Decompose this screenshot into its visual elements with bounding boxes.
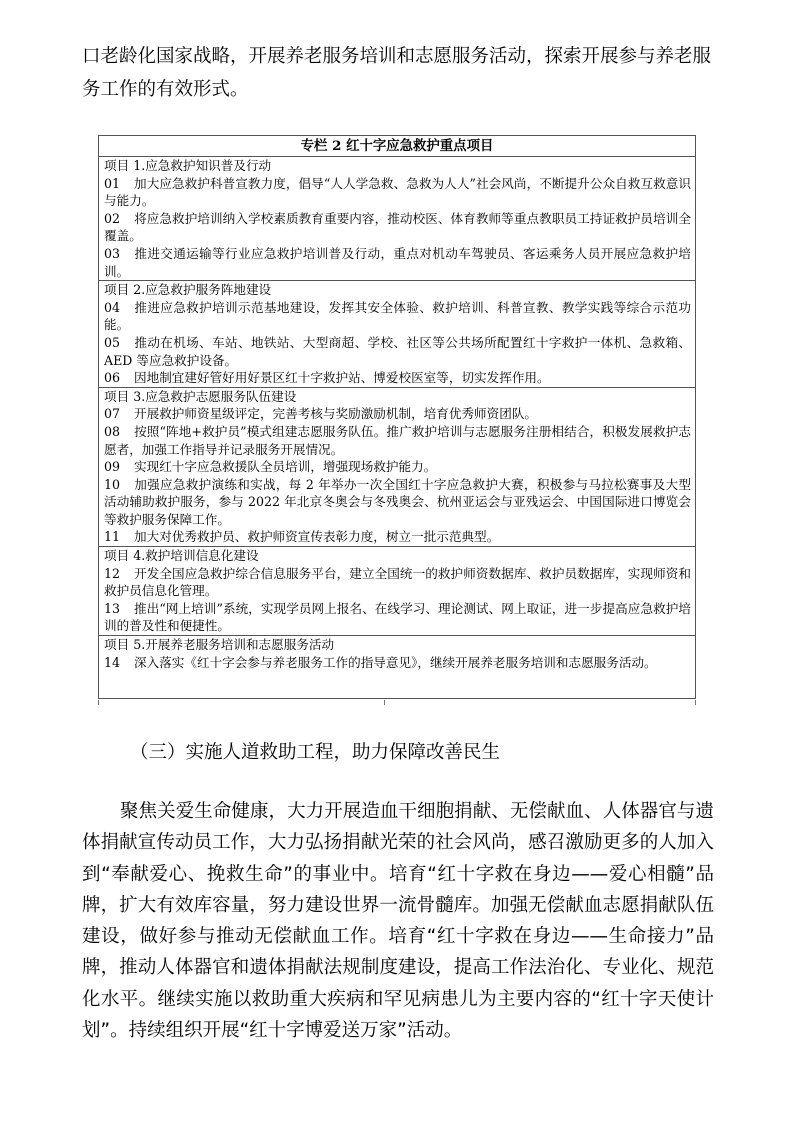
body-paragraph: 聚焦关爱生命健康，大力开展造血干细胞捐献、无偿献血、人体器官与遗体捐献宣传动员工作，大力弘扬捐献光荣的社会风尚，感召激励更多的人加入到“奉献爱心、挽救生命”的事业中。培育“红十字救在身边——爱心相髓”品牌，扩大有效库容量，努力建设世界一流骨髓库。加强无偿献血志愿捐献队伍建设，做好参与推动无偿献血工作。培育“红十字救在身边——生命接力”品牌，推动人体器官和遗体捐献法规制度建设，提高工作法治化、专业化、规范化水平。继续实施以救助重大疾病和罕见病患儿为主要内容的“红十字天使计划”。持续组织开展“红十字博爱送万家”活动。 bbox=[82, 801, 714, 1042]
item-number: 01 bbox=[104, 175, 121, 191]
item-number: 08 bbox=[104, 423, 121, 439]
project-item bbox=[104, 175, 691, 210]
item-number: 03 bbox=[104, 245, 121, 261]
item-number: 07 bbox=[104, 406, 121, 422]
item-text: 实现红十字应急救援队全员培训，增强现场救护能力。 bbox=[134, 459, 437, 475]
intro-paragraph: 口老龄化国家战略，开展养老服务培训和志愿服务活动，探索开展参与养老服务工作的有效形式。 bbox=[82, 46, 712, 100]
project-title: 项目 4.救护培训信息化建设 bbox=[104, 548, 259, 564]
item-number: 13 bbox=[104, 600, 121, 616]
item-number: 04 bbox=[104, 299, 121, 315]
project-title: 项目 2.应急救护服务阵地建设 bbox=[104, 282, 272, 298]
project-section bbox=[99, 157, 695, 281]
section-heading: （三）实施人道救助工程，助力保障改善民生 bbox=[130, 742, 501, 763]
project-item bbox=[104, 476, 691, 529]
project-item bbox=[104, 299, 691, 334]
project-section bbox=[99, 388, 695, 547]
project-section bbox=[99, 281, 695, 388]
item-number: 05 bbox=[104, 334, 121, 350]
item-number: 10 bbox=[104, 476, 121, 492]
item-text: 因地制宜建好管好用好景区红十字救护站、博爱校医室等，切实发挥作用。 bbox=[134, 370, 550, 386]
project-item bbox=[104, 654, 691, 672]
item-text: 开发全国应急救护综合信息服务平台，建立全国统一的救护师资数据库、救护员数据库，实现师资和救护员信息化管理。 bbox=[104, 565, 691, 599]
project-section bbox=[99, 636, 695, 671]
item-text: 加大对优秀救护员、救护师资宣传表彰力度，树立一批示范典型。 bbox=[134, 529, 500, 545]
project-title: 项目 3.应急救护志愿服务队伍建设 bbox=[104, 388, 297, 404]
item-number: 09 bbox=[104, 459, 121, 475]
item-number: 11 bbox=[104, 529, 121, 545]
project-title: 项目 5.开展养老服务培训和志愿服务活动 bbox=[104, 637, 335, 653]
item-number: 12 bbox=[104, 565, 121, 581]
feature-box-title: 专栏 2 红十字应急救护重点项目 bbox=[99, 136, 695, 157]
item-text: 推出“网上培训”系统，实现学员网上报名、在线学习、理论测试、网上取证，进一步提高应急救护培训的普及性和便捷性。 bbox=[104, 600, 691, 634]
project-item bbox=[104, 334, 691, 369]
table-edge-tick bbox=[384, 700, 385, 705]
table-edge-tick bbox=[695, 700, 696, 705]
item-text: 加强应急救护演练和实战，每 2 年举办一次全国红十字应急救护大赛，积极参与马拉松赛事及大型活动辅助救护服务，参与 2022 年北京冬奥会与冬残奥会、杭州亚运会与亚残运会、中国国际进口博览会等救护服务保障工作。 bbox=[104, 476, 691, 527]
item-text: 深入落实《红十字会参与养老服务工作的指导意见》，继续开展养老服务培训和志愿服务活动。 bbox=[134, 654, 657, 670]
project-title: 项目 1.应急救护知识普及行动 bbox=[104, 158, 272, 173]
item-number: 14 bbox=[104, 654, 121, 670]
project-item bbox=[104, 600, 691, 635]
item-number: 02 bbox=[104, 210, 121, 226]
project-item bbox=[104, 245, 691, 280]
table-edge-tick bbox=[98, 700, 99, 705]
item-text: 将应急救护培训纳入学校素质教育重要内容，推动校医、体育教师等重点教职员工持证救护员培训全覆盖。 bbox=[104, 210, 691, 244]
project-item bbox=[104, 528, 691, 546]
item-text: 推进交通运输等行业应急救护培训普及行动，重点对机动车驾驶员、客运乘务人员开展应急救护培训。 bbox=[104, 245, 691, 279]
project-item bbox=[104, 458, 691, 476]
item-text: 推进应急救护培训示范基地建设，发挥其安全体验、救护培训、科普宣教、教学实践等综合示范功能。 bbox=[104, 299, 691, 333]
item-text: 加大应急救护科普宣教力度，倡导“人人学急救、急救为人人”社会风尚，不断提升公众自救互救意识与能力。 bbox=[104, 175, 691, 209]
project-item bbox=[104, 369, 691, 387]
project-item bbox=[104, 405, 691, 423]
item-text: 按照“阵地+救护员”模式组建志愿服务队伍。推广救护培训与志愿服务注册相结合，积极发展救护志愿者，加强工作指导并记录服务开展情况。 bbox=[104, 423, 691, 457]
project-item bbox=[104, 565, 691, 600]
feature-box bbox=[98, 135, 696, 699]
item-text: 推动在机场、车站、地铁站、大型商超、学校、社区等公共场所配置红十字救护一体机、急救箱、AED 等应急救护设备。 bbox=[104, 334, 691, 368]
item-number: 06 bbox=[104, 370, 121, 386]
project-section bbox=[99, 547, 695, 636]
project-item bbox=[104, 210, 691, 245]
project-item bbox=[104, 423, 691, 458]
item-text: 开展救护师资星级评定，完善考核与奖励激励机制，培育优秀师资团队。 bbox=[134, 406, 537, 422]
